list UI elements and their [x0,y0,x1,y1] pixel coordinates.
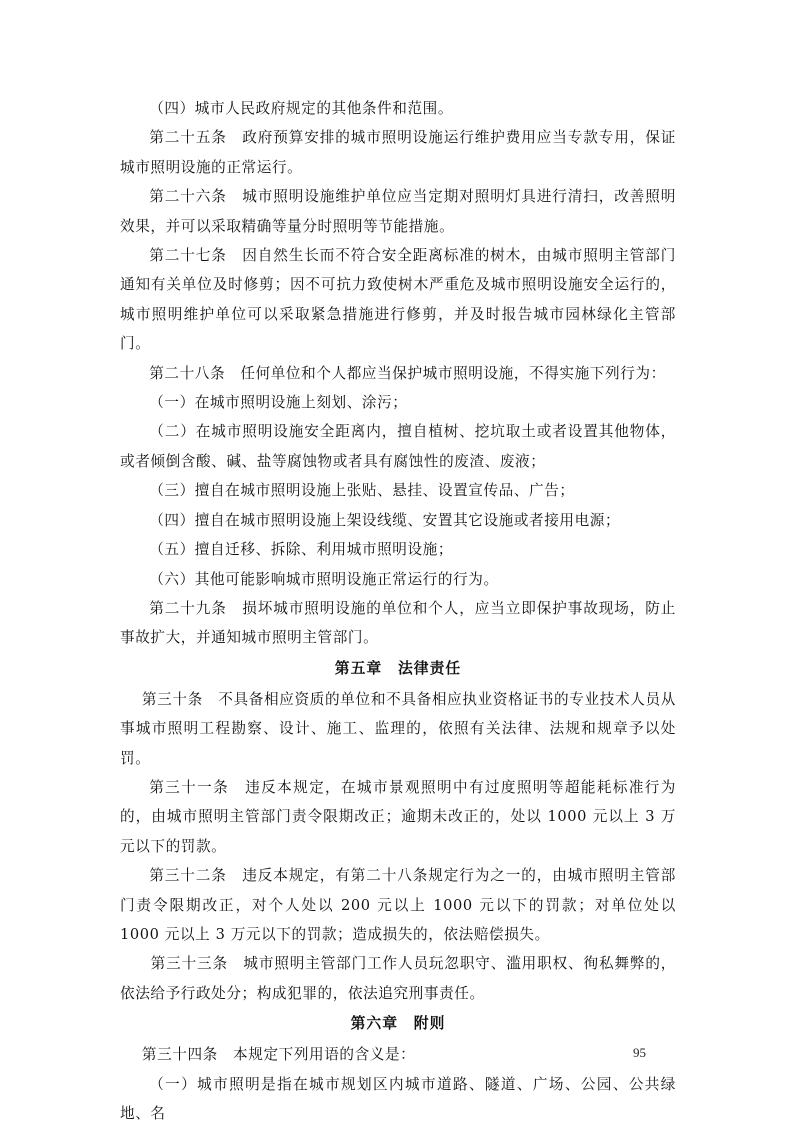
article-26: 第二十六条 城市照明设施维护单位应当定期对照明灯具进行清扫，改善照明效果，并可以采取精确等量分时照明等节能措施。 [120,188,676,235]
paragraph-item-4: （四）城市人民政府规定的其他条件和范围。 [149,100,454,117]
article-32: 第三十二条 违反本规定，有第二十八条规定行为之一的，由城市照明主管部门责令限期改正，对个人处以 200 元以上 1000 元以下的罚款；对单位处以 1000 元以上 3 万元以下的罚款；造成损失的，依法赔偿损失。 [120,867,676,943]
article-29: 第二十九条 损坏城市照明设施的单位和个人，应当立即保护事故现场，防止事故扩大，并通知城市照明主管部门。 [120,599,676,647]
article-28-item-3: （三）擅自在城市照明设施上张贴、悬挂、设置宣传品、广告； [149,482,575,500]
chapter-6-heading: 第六章 附则 [350,1015,446,1033]
article-34: 第三十四条 本规定下列用语的含义是： [141,1046,416,1064]
article-33: 第三十三条 城市照明主管部门工作人员玩忽职守、滥用职权、徇私舞弊的，依法给予行政处分；构成犯罪的，依法追究刑事责任。 [120,955,676,1002]
article-28-item-2: （二）在城市照明设施安全距离内，擅自植树、挖坑取土或者设置其他物体，或者倾倒含酸、碱、盐等腐蚀物或者具有腐蚀性的废渣、废液； [120,423,676,470]
article-28: 第二十八条 任何单位和个人都应当保护城市照明设施，不得实施下列行为： [149,364,666,382]
article-25: 第二十五条 政府预算安排的城市照明设施运行维护费用应当专款专用，保证城市照明设施的正常运行。 [120,129,676,176]
document-body [120,94,676,1128]
article-30: 第三十条 不具备相应资质的单位和不具备相应执业资格证书的专业技术人员从事城市照明工程勘察、设计、施工、监理的，依照有关法律、法规和规章予以处罚。 [120,690,676,767]
page-number: 95 [633,1045,646,1060]
article-28-item-4: （四）擅自在城市照明设施上架设线缆、安置其它设施或者接用电源； [149,511,621,529]
article-28-item-1: （一）在城市照明设施上刻划、涂污； [149,394,408,412]
article-31: 第三十一条 违反本规定，在城市景观照明中有过度照明等超能耗标准行为的，由城市照明主管部门责令限期改正；逾期未改正的，处以 1000 元以上 3 万元以下的罚款。 [120,778,676,855]
article-28-item-6: （六）其他可能影响城市照明设施正常运行的行为。 [149,570,499,588]
chapter-5-heading: 第五章 法律责任 [334,659,462,677]
article-28-item-5: （五）擅自迁移、拆除、利用城市照明设施； [149,541,454,559]
article-27: 第二十七条 因自然生长而不符合安全距离标准的树木，由城市照明主管部门通知有关单位及时修剪；因不可抗力致使树木严重危及城市照明设施安全运行的，城市照明维护单位可以采取紧急措施进行修剪，并及时报告城市园林绿化主管部门。 [120,247,676,353]
article-34-item-1: （一）城市照明是指在城市规划区内城市道路、隧道、广场、公园、公共绿地、名 [120,1075,676,1122]
